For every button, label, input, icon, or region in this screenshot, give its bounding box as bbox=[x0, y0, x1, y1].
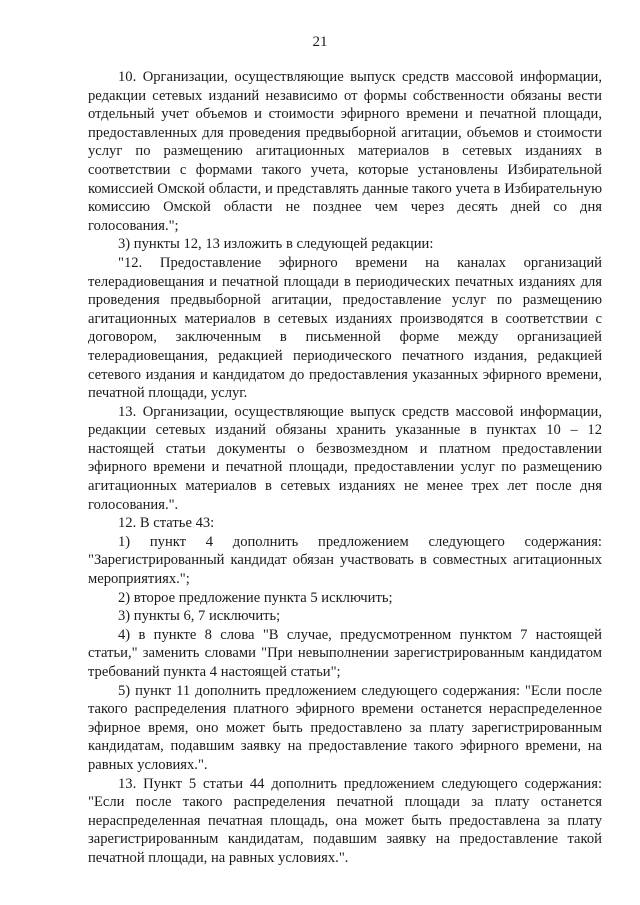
document-body bbox=[88, 68, 602, 868]
paragraph-amend-3: 3) пункты 12, 13 изложить в следующей редакции: bbox=[118, 236, 434, 253]
paragraph-amend-2: 2) второе предложение пункта 5 исключить; bbox=[118, 589, 393, 606]
paragraph-amend-4: 4) в пункте 8 слова "В случае, предусмотренном пунктом 7 настоящей статьи," заменить словами "При невыполнении зарегистрированным кандидатом требований пункта 4 настоящей статьи"; bbox=[88, 626, 602, 680]
paragraph-amend-5: 5) пункт 11 дополнить предложением следующего содержания: "Если после такого распределения платного эфирного времени останется нераспределенное эфирное время, оно может быть предоставлено за плату зарегистрированным кандидатам, подавшим заявку на предоставление такого эфирного времени, на равных условиях.". bbox=[88, 682, 602, 773]
paragraph-article-43-heading: 12. В статье 43: bbox=[118, 515, 215, 532]
paragraph-article-44: 13. Пункт 5 статьи 44 дополнить предложением следующего содержания: "Если после такого распределения печатной площади за плату останется нераспределенная печатная площадь, она может быть предоставлена за плату зарегистрированным кандидатам, подавшим заявку на предоставление такой печатной площади, на равных условиях.". bbox=[88, 775, 602, 866]
paragraph-amend-1: 1) пункт 4 дополнить предложением следующего содержания: "Зарегистрированный кандидат обязан участвовать в совместных агитационных мероприятиях."; bbox=[88, 533, 602, 588]
paragraph-12-airtime: "12. Предоставление эфирного времени на каналах организаций телерадиовещания и печатной площади в периодических печатных изданиях для проведения предвыборной агитации, предоставление услуг по размещению агитационных материалов в сетевых изданиях производятся в соответствии с договором, заключенным в письменной форме между организацией телерадиовещания, редакцией периодического печатного издания, редакцией сетевого издания и кандидатом до предоставления указанных эфирного времени, печатной площади, услуг. bbox=[88, 254, 602, 402]
paragraph-amend-3b: 3) пункты 6, 7 исключить; bbox=[118, 608, 281, 625]
paragraph-13-storage: 13. Организации, осуществляющие выпуск средств массовой информации, редакции сетевых изданий обязаны хранить указанные в пунктах 10 – 12 настоящей статьи документы о безвозмездном и платном предоставлении эфирного времени и печатной площади, предоставлении услуг по размещению агитационных материалов в сетевых изданиях не менее трех лет после дня голосования.". bbox=[88, 403, 602, 513]
paragraph-10-accounting: 10. Организации, осуществляющие выпуск средств массовой информации, редакции сетевых изданий независимо от формы собственности обязаны вести отдельный учет объемов и стоимости эфирного времени и печатной площади, предоставленных для проведения предвыборной агитации, объемов и стоимости услуг по размещению агитационных материалов в сетевых изданиях в соответствии с формами такого учета, которые установлены Избирательной комиссией Омской области, и представлять данные такого учета в Избирательную комиссию Омской области не позднее чем через десять дней со дня голосования."; bbox=[88, 69, 602, 234]
page-number: 21 bbox=[312, 34, 328, 50]
